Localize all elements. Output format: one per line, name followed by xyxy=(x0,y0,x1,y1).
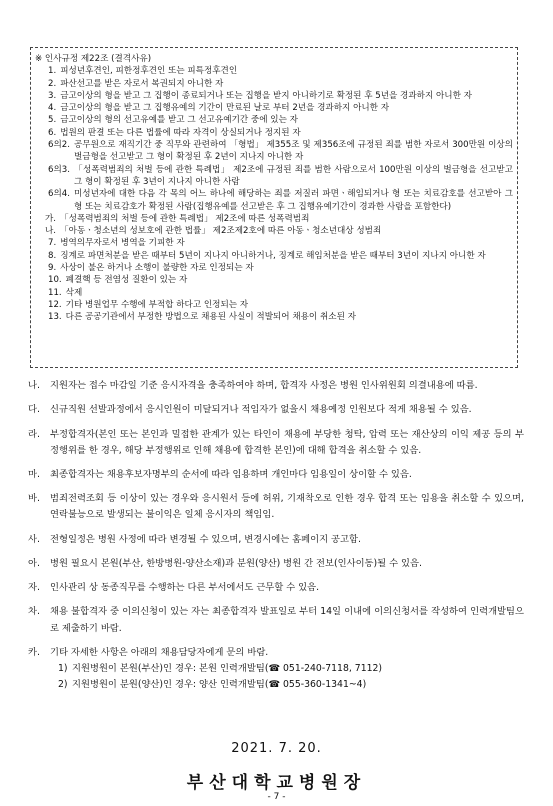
box-title: ※ 인사규정 제22조 (결격사유) xyxy=(35,54,152,64)
box-item xyxy=(35,65,513,77)
box-item-label: 1. xyxy=(48,66,57,77)
box-item-label: 3. xyxy=(48,90,57,101)
notice-item-text: 신규직원 선발과정에서 응시인원이 미달되거나 적임자가 없을시 채용예정 인원보다 적게 채용될 수 있음. xyxy=(50,404,472,416)
box-item-label: 6. xyxy=(48,127,57,138)
box-item-label: 6의2. xyxy=(48,140,70,151)
box-item-label: 12. xyxy=(48,299,62,310)
box-item xyxy=(35,78,513,90)
box-item-text: 법원의 판결 또는 다른 법률에 따라 자격이 상실되거나 정지된 자 xyxy=(60,127,301,138)
box-item-text: 금고이상의 형을 받고 그 집행유예의 기간이 만료된 날로 부터 2년을 경과하지 아니한 자 xyxy=(60,103,390,114)
notice-item-label: 바. xyxy=(28,493,40,505)
box-item-label: 나. xyxy=(45,226,57,237)
notice-item-label: 사. xyxy=(28,533,40,545)
notice-item-text: 범죄전력조회 등 이상이 있는 경우와 응시원서 등에 허위, 기재착오로 인한 경우 합격 또는 임용을 취소할 수 있으며, 연락불능으로 발생되는 불이익은 일체 응시자의 책임임. xyxy=(50,493,524,521)
notice-item xyxy=(28,532,524,548)
box-item-label: 2. xyxy=(48,78,57,89)
box-item-label: 9. xyxy=(48,263,57,274)
box-item xyxy=(35,127,513,139)
notice-item-label: 차. xyxy=(28,606,40,618)
box-item-label: 4. xyxy=(48,103,57,114)
notice-item xyxy=(28,556,524,572)
notice-item xyxy=(28,580,524,596)
box-item-text: 공무원으로 재직기간 중 직무와 관련하여 「형법」 제355조 및 제356조에 규정된 죄를 범한 자로서 300만원 이상의 벌금형을 선고받고 그 형이 확정된 후 2년이 지나지 아니한 자 xyxy=(73,140,513,163)
box-item xyxy=(35,164,513,189)
box-item-text: 기타 병원업무 수행에 부적합 하다고 인정되는 자 xyxy=(65,299,249,310)
box-item xyxy=(35,274,513,286)
box-item xyxy=(35,213,513,225)
box-item-text: 파산선고를 받은 자로서 복권되지 아니한 자 xyxy=(60,78,224,89)
box-item-text: 사상이 불온 하거나 소행이 불량한 자로 인정되는 자 xyxy=(60,263,254,274)
box-item xyxy=(35,237,513,249)
box-item xyxy=(35,114,513,126)
box-item-label: 6의3. xyxy=(48,164,70,175)
notice-item-text: 인사관리 상 동종직무를 수행하는 다른 부서에서도 근무할 수 있음. xyxy=(50,582,320,594)
box-item-text: 「성폭력범죄의 처벌 등에 관한 특례법」 제2조에 따른 성폭력범죄 xyxy=(60,213,310,224)
notice-item-text: 전형일정은 병원 사정에 따라 변경될 수 있으며, 변경시에는 홈페이지 공고함. xyxy=(50,533,361,545)
notice-item-label: 카. xyxy=(28,646,40,658)
notice-item-label: 라. xyxy=(28,428,40,440)
box-item-label: 10. xyxy=(48,275,62,286)
notice-item-text: 부정합격자(본인 또는 본인과 밀접한 관계가 있는 타인이 채용에 부당한 청탁, 압력 또는 재산상의 이익 제공 등의 부정행위를 한 경우, 해당 부정행위로 인해 채용에 합격한 본인)에 대해 합격을 취소할 수 있음. xyxy=(50,428,524,456)
contact-list xyxy=(28,661,524,693)
contact-item xyxy=(58,677,524,693)
box-item xyxy=(35,225,513,237)
box-item xyxy=(35,311,513,323)
notice-item-text: 채용 불합격자 중 이의신청이 있는 자는 최종합격자 발표일로 부터 14일 이내에 이의신청서를 작성하여 인력개발팀으로 제출하기 바람. xyxy=(50,606,524,634)
notice-item xyxy=(28,491,524,523)
box-item-text: 병역의무자로서 병역을 기피한 자 xyxy=(60,238,185,249)
box-item-label: 7. xyxy=(48,238,57,249)
notice-item-text: 지원자는 접수 마감일 기준 응시자격을 충족하여야 하며, 합격자 사정은 병원 인사위원회 의결내용에 따름. xyxy=(50,380,478,391)
notice-item-text: 기타 자세한 사항은 아래의 채용담당자에게 문의 바람. xyxy=(50,646,269,658)
box-item-text: 금고이상의 형을 받고 그 집행이 종료되거나 또는 집행을 받지 아니하기로 확정된 후 5년을 경과하지 아니한 자 xyxy=(60,90,472,101)
notice-item xyxy=(28,604,524,636)
notice-date: 2021. 7. 20. xyxy=(231,741,322,756)
notice-item-label: 나. xyxy=(28,380,40,391)
notice-item xyxy=(28,645,524,661)
notice-item xyxy=(28,467,524,483)
box-item xyxy=(35,90,513,102)
notice-item-label: 자. xyxy=(28,582,40,594)
notice-item-label: 다. xyxy=(28,404,40,416)
box-item xyxy=(35,102,513,114)
contact-item-text: 지원병원이 본원(부산)인 경우: 본원 인력개발팀(☎ 051-240-7118, 7112) xyxy=(72,662,383,674)
notice-item xyxy=(28,402,524,418)
box-item-text: 「성폭력범죄의 처벌 등에 관한 특례법」 제2조에 규정된 죄를 범한 사람으로서 100만원 이상의 벌금형을 선고받고 그 형이 확정된 후 3년이 지나지 아니한 사람 xyxy=(73,164,513,187)
contact-item-label: 1) xyxy=(58,662,68,674)
contact-item-label: 2) xyxy=(58,678,68,690)
box-item-text: 피성년후견인, 피한정후견인 또는 피특정후견인 xyxy=(60,66,238,77)
box-item-label: 6의4. xyxy=(48,189,70,200)
box-item-label: 13. xyxy=(48,312,62,323)
box-item-text: 삭제 xyxy=(65,287,83,298)
notice-item-text: 병원 필요시 본원(부산, 한방병원-양산소재)과 분원(양산) 병원 간 전보(인사이동)될 수 있음. xyxy=(50,557,422,569)
box-item-text: 다른 공공기관에서 부정한 방법으로 채용된 사실이 적발되어 채용이 취소된 자 xyxy=(65,312,356,323)
box-item-text: 미성년자에 대한 다음 각 목의 어느 하나에 해당하는 죄를 저질러 파면ㆍ해임되거나 형 또는 치료감호를 선고받아 그 형 또는 치료감호가 확정된 사람(집행유예를 선고받은 후 그 집행유예기간이 경과한 사람을 포함한다) xyxy=(73,189,513,212)
box-item-label: 가. xyxy=(45,213,57,224)
notice-item-label: 마. xyxy=(28,468,40,480)
box-item xyxy=(35,262,513,274)
box-item-label: 11. xyxy=(48,287,62,298)
notice-item-label: 아. xyxy=(28,557,40,569)
box-item-text: 징계로 파면처분을 받은 때부터 5년이 지나지 아니하거나, 징계로 해임처분을 받은 때부터 3년이 지나지 아니한 자 xyxy=(60,250,486,261)
notice-item-text: 최종합격자는 채용후보자명부의 순서에 따라 임용하며 개인마다 임용일이 상이할 수 있음. xyxy=(50,468,412,480)
box-item-label: 5. xyxy=(48,115,57,126)
box-item xyxy=(35,287,513,299)
page-number: - 7 - xyxy=(267,792,286,802)
box-item-text: 폐결핵 등 전염성 질환이 있는 자 xyxy=(65,275,188,286)
notice-item xyxy=(28,427,524,459)
box-item xyxy=(35,250,513,262)
contact-item-text: 지원병원이 분원(양산)인 경우: 양산 인력개발팀(☎ 055-360-1341~4) xyxy=(72,678,367,690)
notice-item xyxy=(28,378,524,394)
notice-list xyxy=(28,378,524,693)
box-item-label: 8. xyxy=(48,250,57,261)
box-item-text: 금고이상의 형의 선고유예를 받고 그 선고유예기간 중에 있는 자 xyxy=(60,115,298,126)
disqualification-list xyxy=(35,53,513,324)
box-item-text: 「아동ㆍ청소년의 성보호에 관한 법률」 제2조제2호에 따른 아동ㆍ청소년대상 성범죄 xyxy=(60,226,382,237)
issuer-name: 부산대학교병원장 xyxy=(186,773,367,793)
box-item xyxy=(35,299,513,311)
box-item xyxy=(35,188,513,213)
contact-item xyxy=(58,661,524,677)
box-item xyxy=(35,139,513,164)
